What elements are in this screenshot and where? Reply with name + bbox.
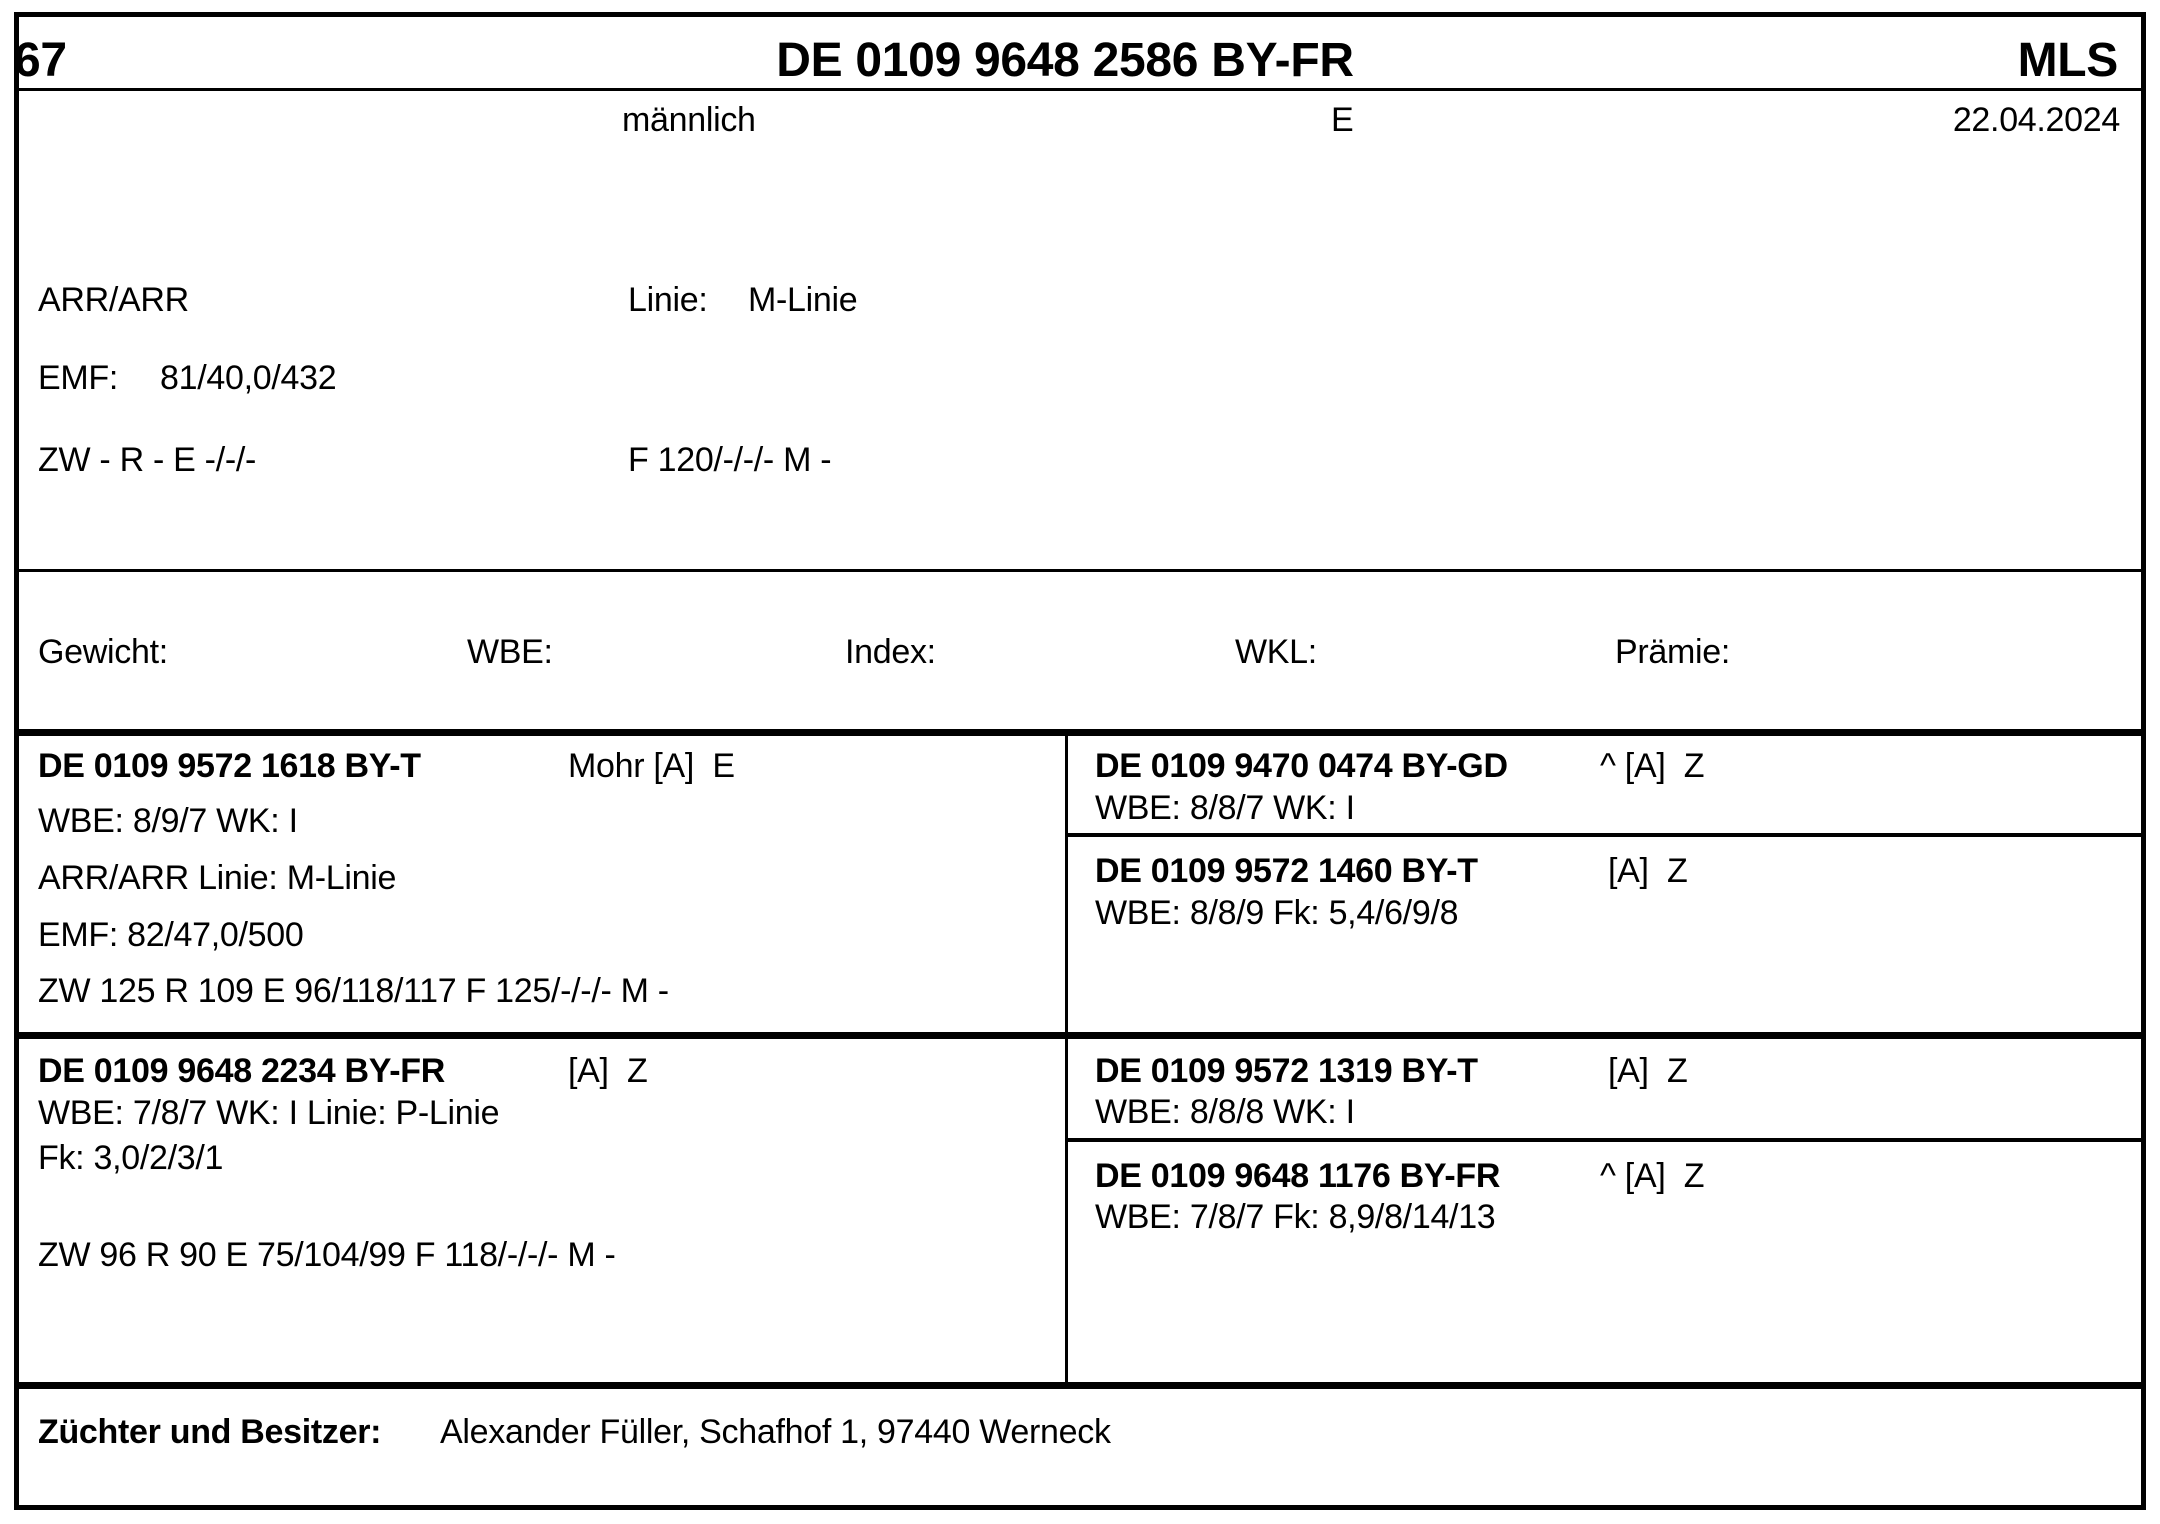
dam-dam-id: DE 0109 9648 1176 BY-FR: [1095, 1157, 1501, 1195]
dam-fk-line: Fk: 3,0/2/3/1: [38, 1139, 224, 1177]
sire-wbe-line: WBE: 8/9/7 WK: I: [38, 802, 298, 840]
date-value: 22.04.2024: [1952, 101, 2120, 139]
sire-zw-line: ZW 125 R 109 E 96/118/117 F 125/-/-/- M -: [38, 972, 669, 1010]
zw-line: ZW - R - E -/-/-: [38, 441, 257, 479]
header-divider-line: [16, 88, 2144, 91]
dam-sire-annotation: [A] Z: [1608, 1052, 1688, 1090]
column-label-wkl: WKL:: [1235, 633, 1317, 671]
dam-sire-wbe-line: WBE: 8/8/8 WK: I: [1095, 1093, 1355, 1131]
emf-value: 81/40,0/432: [160, 359, 337, 397]
sire-genotype-line: ARR/ARR Linie: M-Linie: [38, 859, 397, 897]
pedigree-middle-divider-line: [16, 1032, 2144, 1039]
sex-value: männlich: [622, 101, 756, 139]
sire-dam-id: DE 0109 9572 1460 BY-T: [1095, 852, 1478, 890]
genotype-value: ARR/ARR: [38, 281, 189, 319]
dam-dam-annotation: ^ [A] Z: [1600, 1157, 1705, 1195]
dam-zw-line: ZW 96 R 90 E 75/104/99 F 118/-/-/- M -: [38, 1236, 616, 1274]
sire-emf-line: EMF: 82/47,0/500: [38, 916, 304, 954]
column-label-gewicht: Gewicht:: [38, 633, 168, 671]
breeder-owner-label: Züchter und Besitzer:: [38, 1413, 382, 1451]
dam-annotation: [A] Z: [568, 1052, 648, 1090]
sire-sire-annotation: ^ [A] Z: [1600, 747, 1705, 785]
dam-parents-divider-line: [1068, 1138, 2141, 1142]
linie-label: Linie:: [628, 281, 708, 319]
breeder-owner-value: Alexander Füller, Schafhof 1, 97440 Werneck: [440, 1413, 1111, 1451]
catalog-number: 67: [14, 34, 67, 87]
org-code: MLS: [2017, 34, 2118, 87]
f-line: F 120/-/-/- M -: [628, 441, 832, 479]
sire-parents-divider-line: [1068, 833, 2141, 837]
column-label-wbe: WBE:: [467, 633, 553, 671]
pedigree-bottom-divider-line: [16, 1382, 2144, 1389]
dam-dam-wbe-line: WBE: 7/8/7 Fk: 8,9/8/14/13: [1095, 1198, 1496, 1236]
info-divider-line: [16, 569, 2144, 572]
dam-sire-id: DE 0109 9572 1319 BY-T: [1095, 1052, 1478, 1090]
sire-dam-annotation: [A] Z: [1608, 852, 1688, 890]
animal-id-title: DE 0109 9648 2586 BY-FR: [776, 34, 1354, 87]
column-label-praemie: Prämie:: [1615, 633, 1731, 671]
quality-class-value: E: [1331, 101, 1354, 139]
sire-sire-id: DE 0109 9470 0474 BY-GD: [1095, 747, 1508, 785]
emf-label: EMF:: [38, 359, 119, 397]
column-label-index: Index:: [845, 633, 936, 671]
sire-id: DE 0109 9572 1618 BY-T: [38, 747, 421, 785]
pedigree-top-divider-line: [16, 729, 2144, 736]
sire-annotation: Mohr [A] E: [568, 747, 735, 785]
dam-wbe-line: WBE: 7/8/7 WK: I Linie: P-Linie: [38, 1094, 500, 1132]
linie-value: M-Linie: [748, 281, 858, 319]
sire-sire-wbe-line: WBE: 8/8/7 WK: I: [1095, 789, 1355, 827]
dam-id: DE 0109 9648 2234 BY-FR: [38, 1052, 446, 1090]
sire-dam-wbe-line: WBE: 8/8/9 Fk: 5,4/6/9/8: [1095, 894, 1459, 932]
